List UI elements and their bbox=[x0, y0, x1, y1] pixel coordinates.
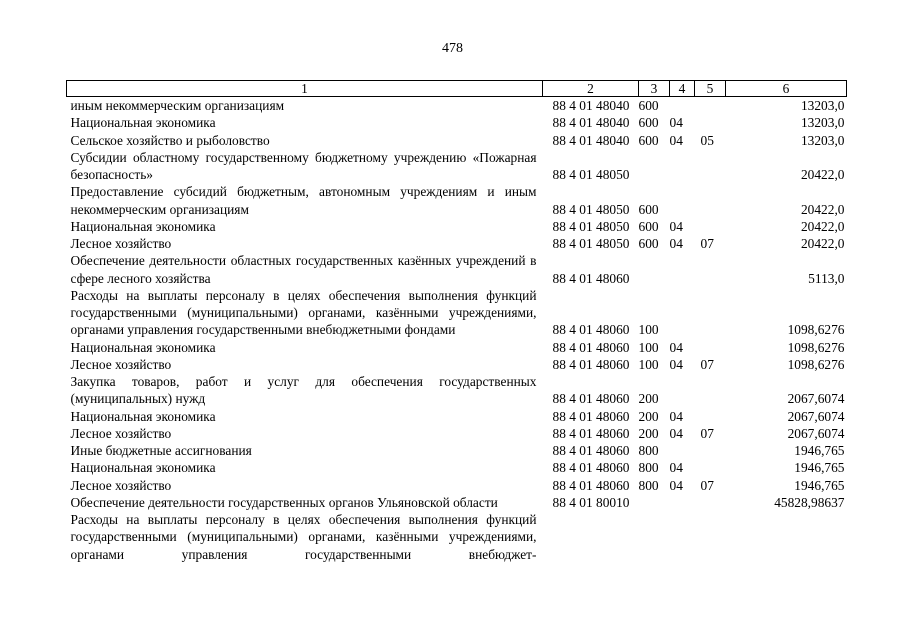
table-row bbox=[67, 356, 847, 373]
row-code: 88 4 01 48060 bbox=[552, 391, 630, 407]
table-row bbox=[67, 132, 847, 149]
row-name: Лесное хозяйство bbox=[70, 356, 172, 372]
table-header-row bbox=[67, 81, 847, 97]
row-expense-type: 100 bbox=[638, 356, 659, 372]
row-section: 04 bbox=[669, 356, 683, 372]
row-section bbox=[670, 494, 695, 511]
row-expense-type: 600 bbox=[638, 201, 659, 217]
row-section bbox=[670, 511, 695, 563]
row-section: 04 bbox=[669, 236, 683, 251]
row-name: Закупка товаров, работ и услуг для обеспечения государственных (муниципальных) нужд bbox=[70, 374, 537, 407]
row-subsection bbox=[695, 183, 726, 218]
table-row bbox=[67, 373, 847, 408]
row-subsection: 07 bbox=[700, 477, 714, 493]
row-amount: 1946,765 bbox=[794, 460, 845, 476]
row-amount: 20422,0 bbox=[800, 218, 845, 234]
row-subsection bbox=[695, 408, 726, 425]
row-expense-type: 600 bbox=[638, 236, 659, 251]
header-col-1: 1 bbox=[67, 81, 543, 97]
row-section: 04 bbox=[669, 425, 683, 441]
row-expense-type: 100 bbox=[638, 339, 659, 355]
row-subsection bbox=[695, 459, 726, 476]
header-col-4: 4 bbox=[670, 81, 695, 97]
row-section bbox=[670, 149, 695, 184]
row-subsection bbox=[695, 149, 726, 184]
row-subsection bbox=[695, 97, 726, 115]
row-amount bbox=[726, 511, 847, 563]
table-row bbox=[67, 408, 847, 425]
row-code: 88 4 01 48040 bbox=[552, 98, 630, 113]
header-col-5: 5 bbox=[695, 81, 726, 97]
row-subsection: 05 bbox=[700, 132, 714, 148]
row-section: 04 bbox=[669, 218, 683, 234]
row-section: 04 bbox=[669, 339, 683, 355]
row-amount: 2067,6074 bbox=[787, 408, 845, 424]
row-name: Расходы на выплаты персоналу в целях обеспечения выполнения функций государственными (муниципальными) органами, казёнными учреждениями, органами управления государственными внебюджет- bbox=[70, 512, 537, 562]
row-name: Лесное хозяйство bbox=[70, 425, 172, 441]
row-name: Обеспечение деятельности государственных органов Ульяновской области bbox=[70, 494, 498, 510]
row-expense-type: 100 bbox=[638, 322, 659, 338]
row-code: 88 4 01 48060 bbox=[552, 477, 630, 493]
row-subsection bbox=[695, 442, 726, 459]
row-code: 88 4 01 48040 bbox=[552, 132, 630, 148]
table-row bbox=[67, 477, 847, 494]
row-subsection: 07 bbox=[700, 356, 714, 372]
table-row bbox=[67, 425, 847, 442]
row-expense-type bbox=[639, 252, 670, 287]
row-code: 88 4 01 48060 bbox=[552, 322, 630, 338]
row-subsection bbox=[695, 339, 726, 356]
row-amount: 13203,0 bbox=[800, 98, 845, 113]
row-expense-type: 600 bbox=[638, 98, 659, 113]
table-row bbox=[67, 97, 847, 115]
row-expense-type: 600 bbox=[638, 132, 659, 148]
row-code: 88 4 01 48040 bbox=[552, 115, 630, 131]
row-amount: 45828,98637 bbox=[774, 494, 845, 510]
row-code: 88 4 01 48050 bbox=[552, 218, 630, 234]
row-subsection bbox=[695, 252, 726, 287]
row-name: Национальная экономика bbox=[70, 218, 216, 234]
row-name: Расходы на выплаты персоналу в целях обеспечения выполнения функций государственными (муниципальными) органами, казёнными учреждениями, органами управления государственными внебюджетными фондами bbox=[70, 287, 537, 338]
row-amount: 5113,0 bbox=[808, 270, 845, 286]
table-row bbox=[67, 459, 847, 476]
row-name: Иные бюджетные ассигнования bbox=[70, 443, 252, 458]
row-amount: 13203,0 bbox=[800, 115, 845, 131]
row-subsection bbox=[695, 287, 726, 339]
row-expense-type: 800 bbox=[638, 443, 659, 458]
table-row bbox=[67, 252, 847, 287]
row-name: Лесное хозяйство bbox=[70, 477, 172, 493]
table-row bbox=[67, 442, 847, 459]
header-col-2: 2 bbox=[543, 81, 639, 97]
row-amount: 1098,6276 bbox=[787, 356, 845, 372]
row-expense-type: 200 bbox=[638, 408, 659, 424]
row-amount: 2067,6074 bbox=[787, 425, 845, 441]
row-amount: 1098,6276 bbox=[787, 322, 845, 338]
table-row bbox=[67, 149, 847, 184]
row-name: Предоставление субсидий бюджетным, автономным учреждениям и иным некоммерческим организациям bbox=[70, 184, 537, 217]
row-subsection bbox=[695, 218, 726, 235]
row-expense-type: 600 bbox=[638, 115, 659, 131]
row-section: 04 bbox=[669, 132, 683, 148]
row-section: 04 bbox=[669, 477, 683, 493]
row-section bbox=[670, 252, 695, 287]
row-expense-type: 600 bbox=[638, 218, 659, 234]
row-amount: 20422,0 bbox=[800, 236, 845, 251]
row-subsection bbox=[695, 373, 726, 408]
row-code: 88 4 01 80010 bbox=[552, 494, 630, 510]
row-code: 88 4 01 48050 bbox=[552, 167, 630, 182]
budget-table bbox=[66, 80, 847, 563]
row-name: Лесное хозяйство bbox=[70, 236, 172, 251]
row-expense-type: 800 bbox=[638, 477, 659, 493]
row-code: 88 4 01 48050 bbox=[552, 236, 630, 251]
row-expense-type bbox=[639, 149, 670, 184]
row-subsection bbox=[695, 511, 726, 563]
row-section bbox=[670, 373, 695, 408]
table-row bbox=[67, 287, 847, 339]
row-amount: 2067,6074 bbox=[787, 391, 845, 407]
row-name: Национальная экономика bbox=[70, 408, 216, 424]
row-section: 04 bbox=[669, 460, 683, 476]
table-row bbox=[67, 339, 847, 356]
row-code: 88 4 01 48060 bbox=[552, 443, 630, 458]
row-expense-type: 200 bbox=[638, 391, 659, 407]
row-section: 04 bbox=[669, 408, 683, 424]
page-number: 478 bbox=[442, 41, 463, 56]
row-amount: 1946,765 bbox=[794, 443, 845, 458]
table-row bbox=[67, 183, 847, 218]
row-code: 88 4 01 48060 bbox=[552, 408, 630, 424]
row-name: Национальная экономика bbox=[70, 460, 216, 476]
table-row bbox=[67, 235, 847, 252]
row-amount: 1098,6276 bbox=[787, 339, 845, 355]
table-row bbox=[67, 114, 847, 131]
row-section bbox=[670, 97, 695, 115]
row-section bbox=[670, 183, 695, 218]
table-row bbox=[67, 494, 847, 511]
row-amount: 20422,0 bbox=[800, 201, 845, 217]
row-code: 88 4 01 48050 bbox=[552, 201, 630, 217]
table-row bbox=[67, 511, 847, 563]
row-subsection: 07 bbox=[700, 236, 714, 251]
row-section: 04 bbox=[669, 115, 683, 131]
row-code: 88 4 01 48060 bbox=[552, 460, 630, 476]
row-expense-type: 800 bbox=[638, 460, 659, 476]
row-expense-type: 200 bbox=[638, 425, 659, 441]
row-subsection: 07 bbox=[700, 425, 714, 441]
row-amount: 1946,765 bbox=[794, 477, 845, 493]
row-section bbox=[670, 442, 695, 459]
row-name: Национальная экономика bbox=[70, 339, 216, 355]
row-amount: 20422,0 bbox=[800, 167, 845, 182]
row-code: 88 4 01 48060 bbox=[552, 270, 630, 286]
row-subsection bbox=[695, 114, 726, 131]
header-col-3: 3 bbox=[639, 81, 670, 97]
row-name: Субсидии областному государственному бюджетному учреждению «Пожарная безопасность» bbox=[70, 149, 537, 182]
row-name: иным некоммерческим организациям bbox=[70, 98, 285, 113]
header-col-6: 6 bbox=[726, 81, 847, 97]
row-section bbox=[670, 287, 695, 339]
row-name: Обеспечение деятельности областных государственных казённых учреждений в сфере лесного хозяйства bbox=[70, 253, 537, 286]
row-code bbox=[543, 511, 639, 563]
row-name: Сельское хозяйство и рыболовство bbox=[70, 132, 270, 148]
row-name: Национальная экономика bbox=[70, 115, 216, 131]
row-code: 88 4 01 48060 bbox=[552, 356, 630, 372]
row-expense-type bbox=[639, 494, 670, 511]
row-subsection bbox=[695, 494, 726, 511]
row-code: 88 4 01 48060 bbox=[552, 425, 630, 441]
row-amount: 13203,0 bbox=[800, 132, 845, 148]
table-row bbox=[67, 218, 847, 235]
row-code: 88 4 01 48060 bbox=[552, 339, 630, 355]
row-expense-type bbox=[639, 511, 670, 563]
